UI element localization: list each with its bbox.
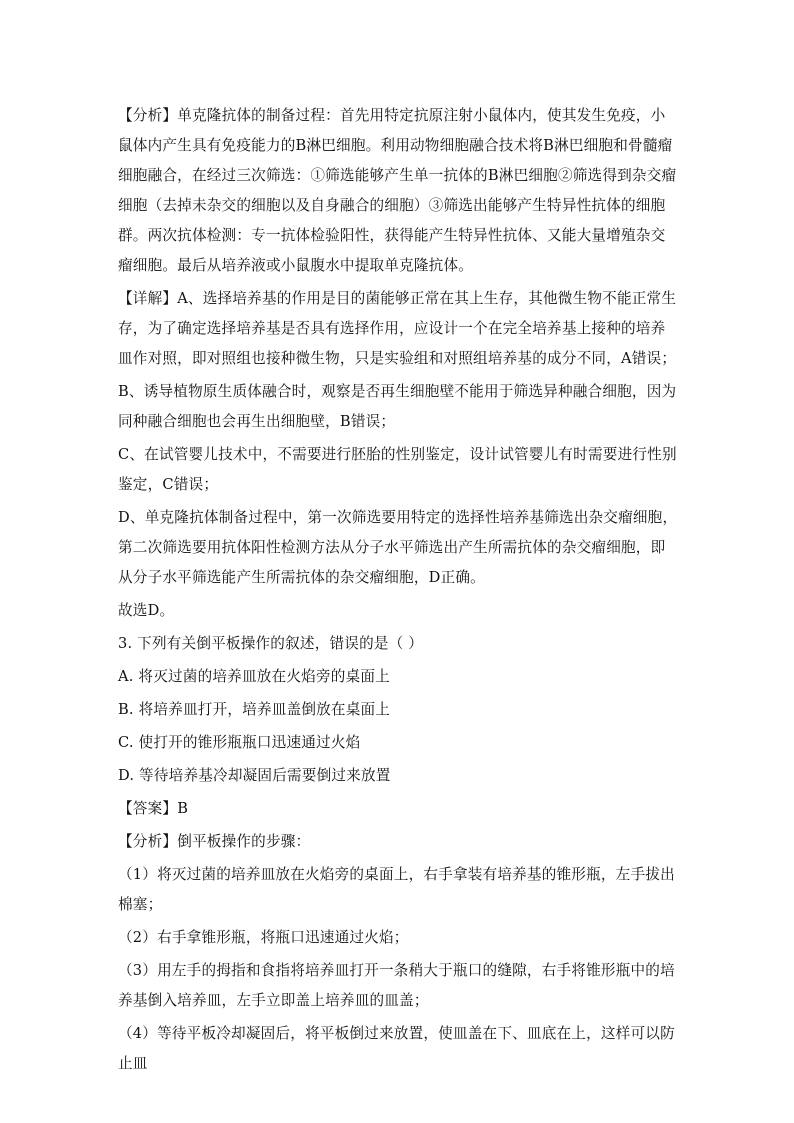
section-tag: 【详解】	[118, 290, 178, 307]
answer-paragraph	[118, 794, 678, 824]
paragraph-text: 倒平板操作的步骤：	[177, 833, 311, 850]
step-4: （4）等待平板冷却凝固后，将平板倒过来放置，使皿盖在下、皿底在上，这样可以防止皿	[118, 1025, 675, 1072]
option-d: D. 等待培养基冷却凝固后需要倒过来放置	[118, 767, 391, 784]
section-tag: 【分析】	[118, 833, 178, 850]
step-1: （1）将灭过菌的培养皿放在火焰旁的桌面上，右手拿装有培养基的锥形瓶，左手拔出棉塞；	[118, 866, 675, 913]
explanation-d: D、单克隆抗体制备过程中，第一次筛选要用特定的选择性培养基筛选出杂交瘤细胞，第二次筛选要用抗体阳性检测方法从分子水平筛选出产生所需抗体的杂交瘤细胞，即从分子水平筛选能产生所需抗体的杂交瘤细胞，D正确。	[118, 509, 678, 586]
explanation-c: C、在试管婴儿技术中，不需要进行胚胎的性别鉴定，设计试管婴儿有时需要进行性别鉴定，C错误；	[118, 446, 677, 493]
section-tag: 【分析】	[118, 107, 178, 124]
explanation-paragraph	[118, 284, 678, 374]
document-body	[118, 101, 678, 1079]
answer-value: B	[177, 800, 189, 817]
option-c: C. 使打开的锥形瓶瓶口迅速通过火焰	[118, 734, 361, 751]
step-2: （2）右手拿锥形瓶，将瓶口迅速通过火焰；	[118, 929, 409, 946]
question-stem: 3. 下列有关倒平板操作的叙述，错误的是（ ）	[118, 635, 424, 652]
analysis-paragraph-2	[118, 827, 678, 857]
step-3: （3）用左手的拇指和食指将培养皿打开一条稍大于瓶口的缝隙，右手将锥形瓶中的培养基倒入培养皿，左手立即盖上培养皿的皿盖；	[118, 962, 675, 1009]
paragraph-text: A、选择培养基的作用是目的菌能够正常在其上生存，其他微生物不能正常生存，为了确定选择培养基是否具有选择作用，应设计一个在完全培养基上接种的培养皿作对照，即对照组也接种微生物，只是实验组和对照组培养基的成分不同，A错误；	[118, 290, 677, 367]
option-a: A. 将灭过菌的培养皿放在火焰旁的桌面上	[118, 668, 390, 685]
option-b: B. 将培养皿打开，培养皿盖倒放在桌面上	[118, 701, 391, 718]
analysis-paragraph	[118, 101, 678, 281]
explanation-b: B、诱导植物原生质体融合时，观察是否再生细胞壁不能用于筛选异种融合细胞，因为同种融合细胞也会再生出细胞壁，B错误；	[118, 383, 677, 430]
section-tag: 【答案】	[118, 800, 178, 817]
conclusion: 故选D。	[118, 602, 175, 619]
paragraph-text: 单克隆抗体的制备过程：首先用特定抗原注射小鼠体内，使其发生免疫，小鼠体内产生具有免疫能力的B淋巴细胞。利用动物细胞融合技术将B淋巴细胞和骨髓瘤细胞融合，在经过三次筛选：①筛选能够产生单一抗体的B淋巴细胞②筛选得到杂交瘤细胞（去掉未杂交的细胞以及自身融合的细胞）③筛选出能够产生特异性抗体的细胞群。两次抗体检测：专一抗体检验阳性，获得能产生特异性抗体、又能大量增殖杂交瘤细胞。最后从培养液或小鼠腹水中提取单克隆抗体。	[118, 107, 677, 274]
